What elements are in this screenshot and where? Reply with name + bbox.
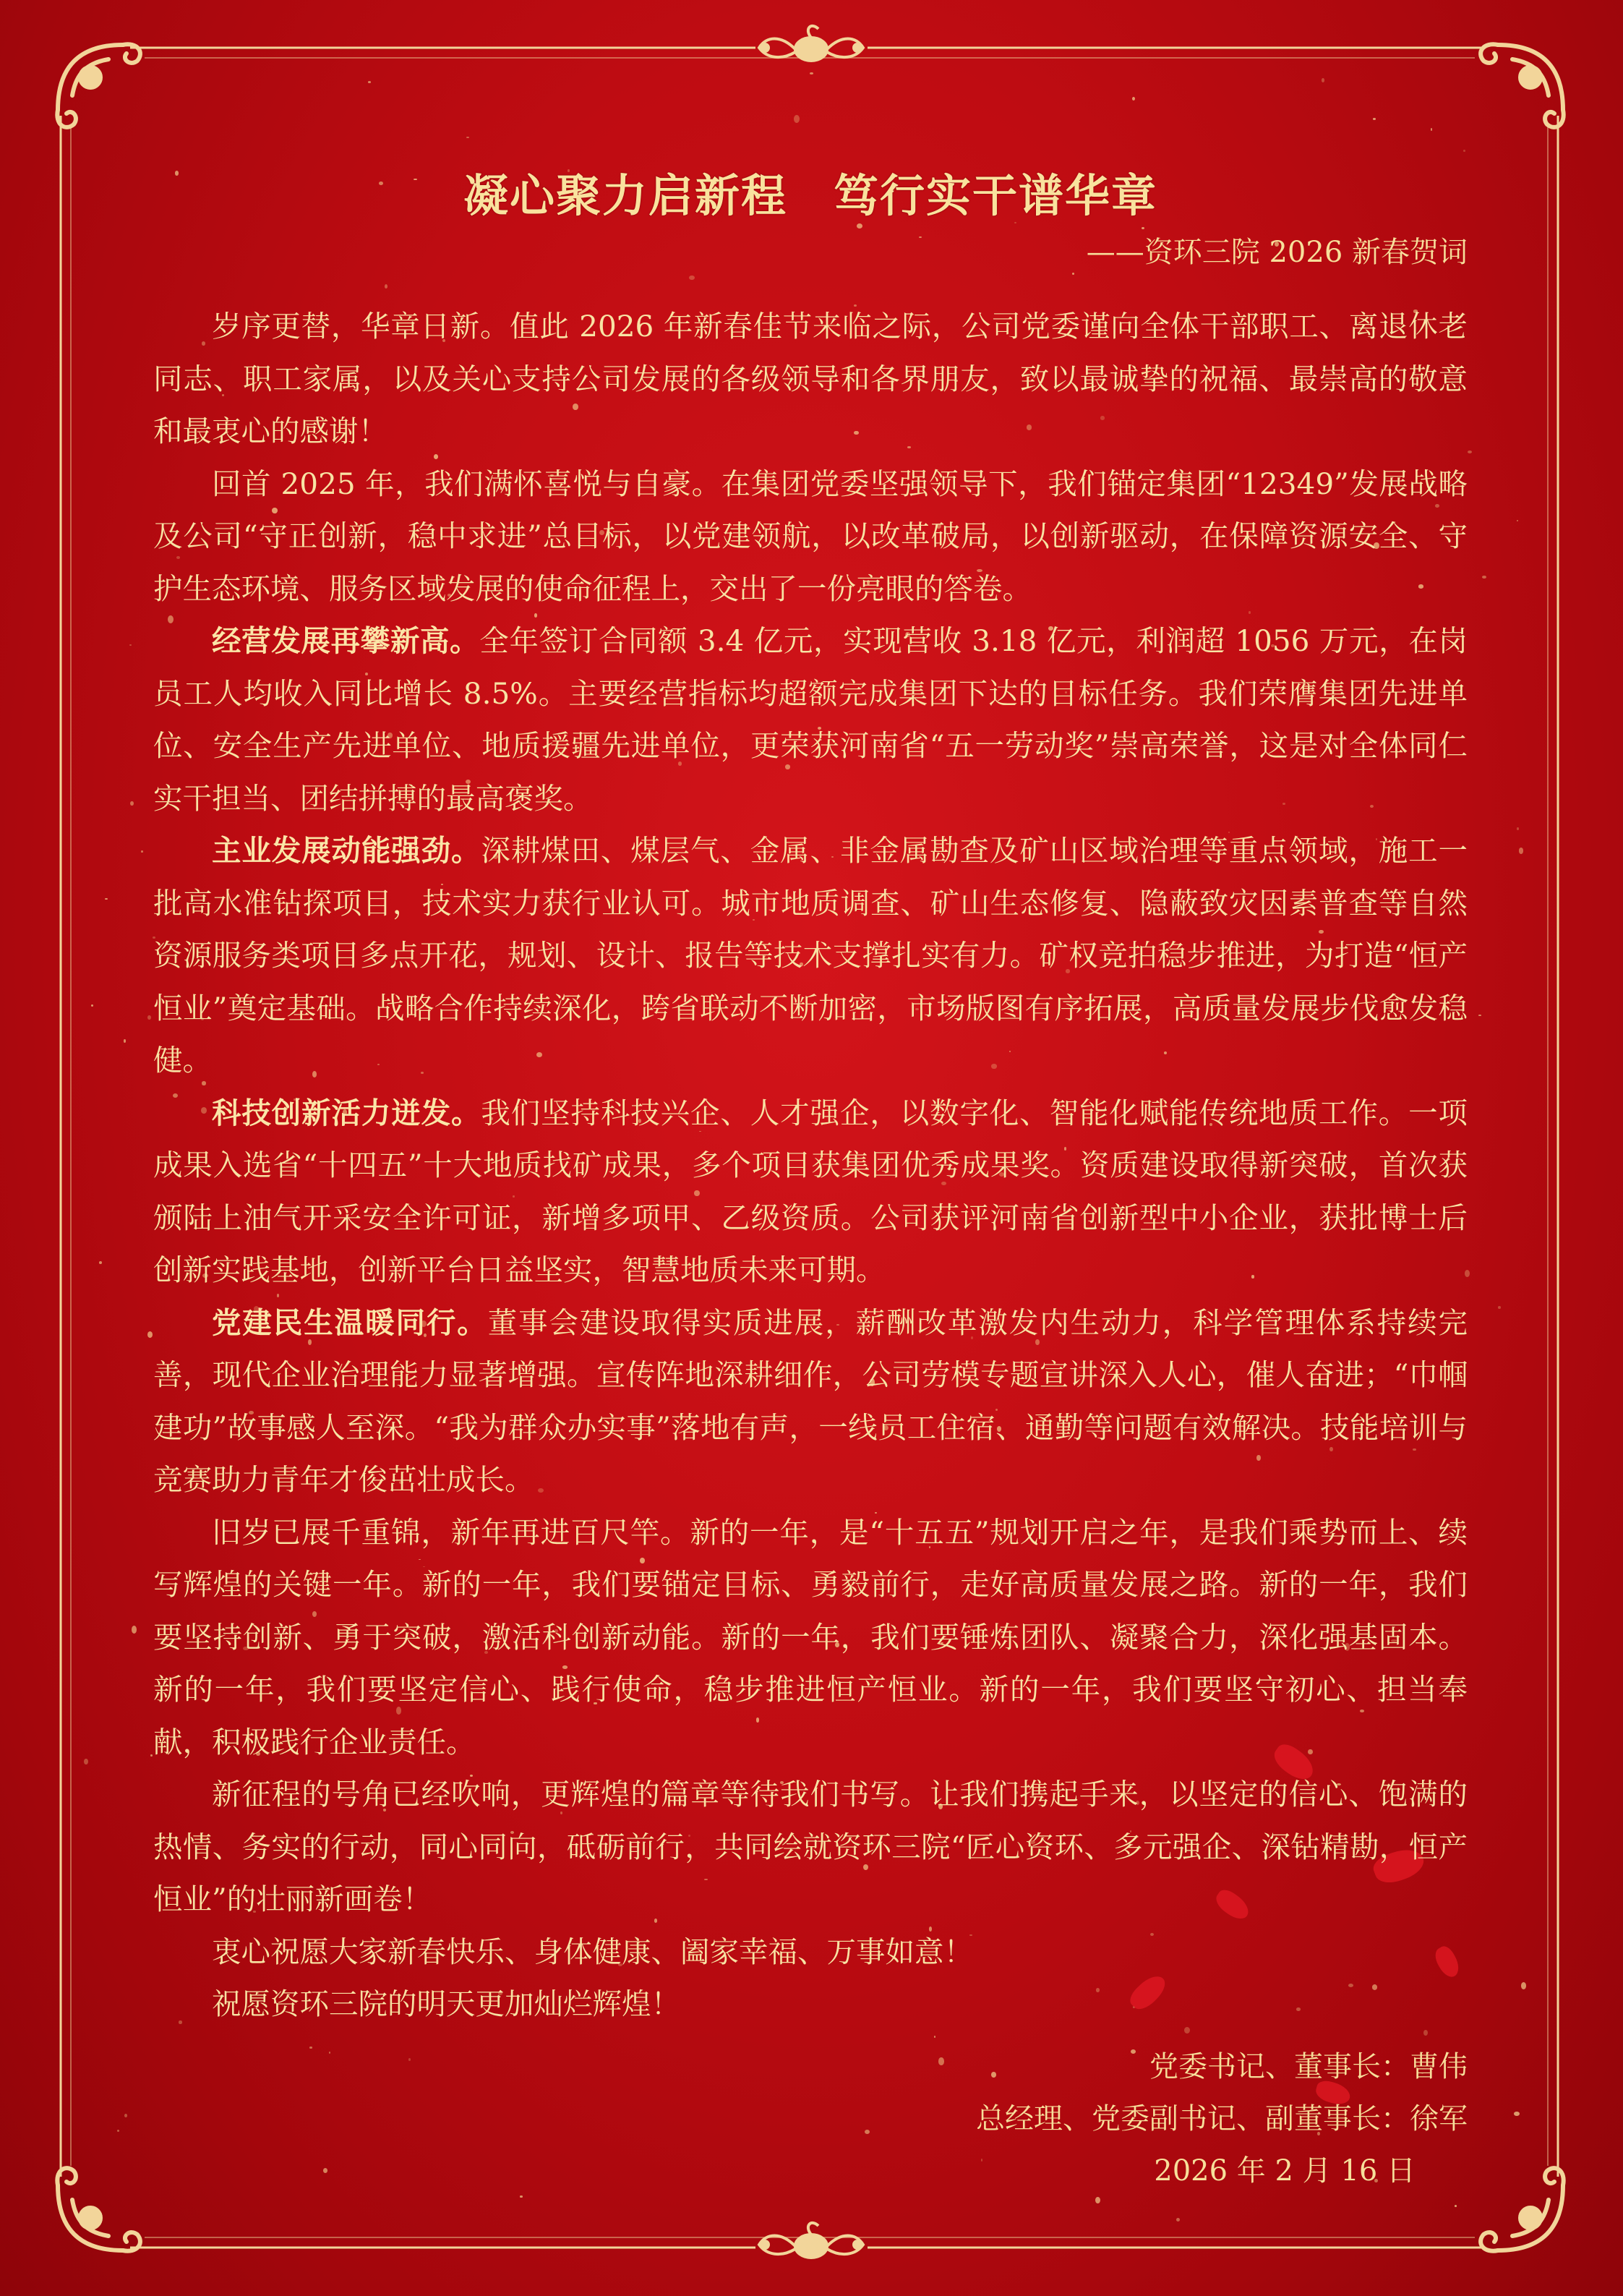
paragraph-text: 回首 2025 年，我们满怀喜悦与自豪。在集团党委坚强领导下，我们锚定集团“12349”发展战略及公司“守正创新，稳中求进”总目标，以党建领航，以改革破局，以创新驱动，在保障资源安全、守护生态环境、服务区域发展的使命征程上，交出了一份亮眼的答卷。 bbox=[153, 466, 1468, 606]
paragraph bbox=[153, 1978, 1468, 2031]
signature-block bbox=[153, 2041, 1468, 2197]
letter-body bbox=[153, 300, 1468, 2031]
top-center-ornament-icon bbox=[759, 26, 863, 61]
letter-subtitle: ——资环三院 2026 新春贺词 bbox=[1086, 236, 1468, 269]
letter-date: 2026 年 2 月 16 日 bbox=[1154, 2154, 1416, 2188]
paragraph bbox=[153, 1926, 1468, 1979]
paragraph bbox=[153, 824, 1468, 1087]
paragraph-text: 旧岁已展千重锦，新年再进百尺竿。新的一年，是“十五五”规划开启之年，是我们乘势而上、续写辉煌的关键一年。新的一年，我们要锚定目标、勇毅前行，走好高质量发展之路。新的一年，我们要坚持创新、勇于突破，激活科创新动能。新的一年，我们要锤炼团队、凝聚合力，深化强基固本。新的一年，我们要坚定信心、践行使命，稳步推进恒产恒业。新的一年，我们要坚守初心、担当奉献，积极践行企业责任。 bbox=[153, 1514, 1468, 1759]
signature-general-manager: 总经理、党委副书记、副董事长：徐军 bbox=[976, 2101, 1468, 2135]
paragraph bbox=[153, 1087, 1468, 1297]
paragraph bbox=[153, 1506, 1468, 1769]
paragraph-lead: 经营发展再攀新高。 bbox=[212, 623, 480, 658]
letter-content bbox=[153, 163, 1468, 2197]
paragraph bbox=[153, 300, 1468, 458]
paragraph-text: 全年签订合同额 3.4 亿元，实现营收 3.18 亿元，利润超 1056 万元，在岗员工人均收入同比增长 8.5%。主要经营指标均超额完成集团下达的目标任务。我们荣膺集团先进单位、安全生产先进单位、地质援疆先进单位，更荣获河南省“五一劳动奖”崇高荣誉，这是对全体同仁实干担当、团结拼搏的最高褒奖。 bbox=[153, 623, 1468, 816]
paragraph bbox=[153, 458, 1468, 615]
paragraph-lead: 科技创新活力迸发。 bbox=[212, 1095, 481, 1130]
paragraph bbox=[153, 1768, 1468, 1926]
signature-party-secretary: 党委书记、董事长：曹伟 bbox=[1149, 2049, 1468, 2083]
paragraph-text: 衷心祝愿大家新春快乐、身体健康、阖家幸福、万事如意！ bbox=[212, 1934, 973, 1969]
paragraph-lead: 主业发展动能强劲。 bbox=[212, 833, 481, 868]
bottom-center-ornament-icon bbox=[759, 2223, 863, 2258]
paragraph bbox=[153, 615, 1468, 824]
paragraph-text: 新征程的号角已经吹响，更辉煌的篇章等待我们书写。让我们携起手来，以坚定的信心、饱满的热情、务实的行动，同心同向，砥砺前行，共同绘就资环三院“匠心资环、多元强企、深钻精勘，恒产恒业”的壮丽新画卷！ bbox=[153, 1777, 1468, 1916]
paragraph-text: 岁序更替，华章日新。值此 2026 年新春佳节来临之际，公司党委谨向全体干部职工、离退休老同志、职工家属，以及关心支持公司发展的各级领导和各界朋友，致以最诚挚的祝福、最崇高的敬意和最衷心的感谢！ bbox=[153, 309, 1468, 448]
paragraph bbox=[153, 1297, 1468, 1506]
paragraph-lead: 党建民生温暖同行。 bbox=[212, 1305, 488, 1340]
paragraph-text: 董事会建设取得实质进展，薪酬改革激发内生动力，科学管理体系持续完善，现代企业治理能力显著增强。宣传阵地深耕细作，公司劳模专题宣讲深入人心，催人奋进；“巾帼建功”故事感人至深。“我为群众办实事”落地有声，一线员工住宿、通勤等问题有效解决。技能培训与竞赛助力青年才俊茁壮成长。 bbox=[153, 1305, 1468, 1497]
letter-title: 凝心聚力启新程 笃行实干谱华章 bbox=[463, 169, 1157, 222]
paragraph-text: 我们坚持科技兴企、人才强企，以数字化、智能化赋能传统地质工作。一项成果入选省“十四五”十大地质找矿成果，多个项目获集团优秀成果奖。资质建设取得新突破，首次获颁陆上油气开采安全许可证，新增多项甲、乙级资质。公司获评河南省创新型中小企业，获批博士后创新实践基地，创新平台日益坚实，智慧地质未来可期。 bbox=[153, 1095, 1468, 1287]
paragraph-text: 深耕煤田、煤层气、金属、非金属勘查及矿山区域治理等重点领域，施工一批高水准钻探项目，技术实力获行业认可。城市地质调查、矿山生态修复、隐蔽致灾因素普查等自然资源服务类项目多点开花，规划、设计、报告等技术支撑扎实有力。矿权竞拍稳步推进，为打造“恒产恒业”奠定基础。战略合作持续深化，跨省联动不断加密，市场版图有序拓展，高质量发展步伐愈发稳健。 bbox=[153, 833, 1468, 1077]
paragraph-text: 祝愿资环三院的明天更加灿烂辉煌！ bbox=[212, 1986, 680, 2021]
